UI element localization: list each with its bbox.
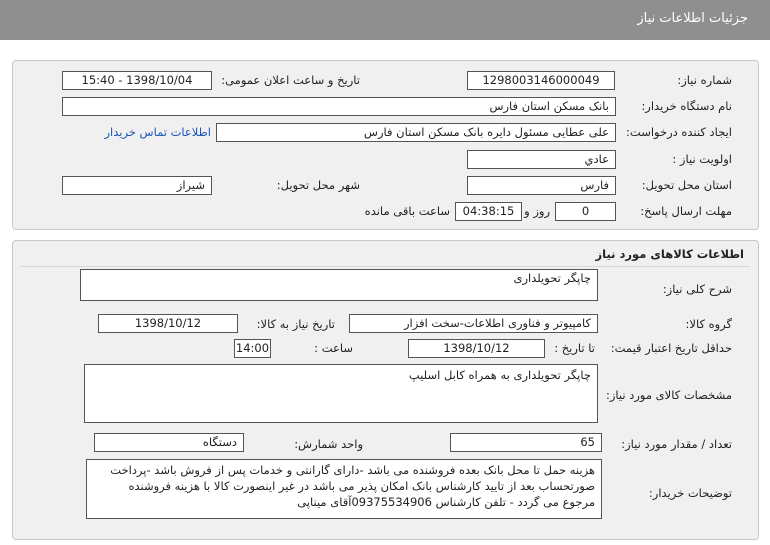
need-date-field: 1398/10/12: [98, 314, 238, 333]
deadline-label: مهلت ارسال پاسخ:: [640, 204, 732, 218]
buyer-org-label: نام دستگاه خریدار:: [641, 99, 732, 113]
province-field: فارس: [467, 176, 616, 195]
goods-group-field: کامپیوتر و فناوری اطلاعات-سخت افزار: [349, 314, 598, 333]
city-label: شهر محل تحویل:: [276, 178, 360, 192]
announce-label: تاریخ و ساعت اعلان عمومی:: [221, 73, 360, 87]
summary-label: شرح کلی نیاز:: [662, 282, 732, 296]
goods-group-label: گروه کالا:: [685, 317, 732, 331]
validity-time-label: ساعت :: [314, 341, 353, 355]
validity-time-field: 14:00: [234, 339, 271, 358]
city-field: شیراز: [62, 176, 212, 195]
buyer-org-field: بانک مسکن استان فارس: [62, 97, 616, 116]
priority-label: اولویت نیاز :: [672, 152, 732, 166]
need-number-field: 1298003146000049: [467, 71, 615, 90]
creator-field: علی عطایی مسئول دایره بانک مسکن استان فارس: [216, 123, 616, 142]
goods-section-title: اطلاعات کالاهای مورد نیاز: [595, 247, 744, 261]
announce-field: 1398/10/04 - 15:40: [62, 71, 212, 90]
title-bar: [0, 0, 770, 40]
creator-label: ایجاد کننده درخواست:: [626, 125, 732, 139]
days-field: 0: [555, 202, 616, 221]
need-date-label: تاریخ نیاز به کالا:: [256, 317, 335, 331]
buyer-notes-label: توضیحات خریدار:: [648, 486, 732, 500]
summary-field: چاپگر تحویلداری: [80, 269, 598, 301]
contact-info-link[interactable]: اطلاعات تماس خریدار: [104, 125, 211, 139]
priority-field: عادي: [467, 150, 616, 169]
unit-field: دستگاه: [94, 433, 244, 452]
unit-label: واحد شمارش:: [294, 437, 363, 451]
remaining-time-field: 04:38:15: [455, 202, 522, 221]
spec-label: مشخصات کالای مورد نیاز:: [605, 388, 732, 402]
need-number-label: شماره نیاز:: [677, 73, 732, 87]
quantity-label: تعداد / مقدار مورد نیاز:: [621, 437, 732, 451]
validity-label: حداقل تاریخ اعتبار قیمت:: [610, 341, 732, 355]
province-label: استان محل تحویل:: [641, 178, 732, 192]
days-label: روز و: [524, 204, 550, 218]
section-divider: [20, 266, 750, 267]
quantity-field: 65: [450, 433, 602, 452]
page-title: جزئیات اطلاعات نیاز: [637, 11, 748, 26]
spec-field: چاپگر تحویلداری به همراه کابل اسلیپ: [84, 364, 598, 423]
until-date-label: تا تاریخ :: [554, 341, 595, 355]
remaining-label: ساعت باقی مانده: [364, 204, 450, 218]
validity-date-field: 1398/10/12: [408, 339, 545, 358]
buyer-notes-field: هزینه حمل تا محل بانک بعده فروشنده می باشد -دارای گارانتی و خدمات پس از فروش باشد -پرداخت صورتحساب بعد از تایید کارشناس بانک امکان پذیر می باشد در غیر اینصورت کالا با هزینه فروشنده مرجوع می گردد - تلفن کارشناس 09375534906آقای میناپی: [86, 459, 602, 519]
